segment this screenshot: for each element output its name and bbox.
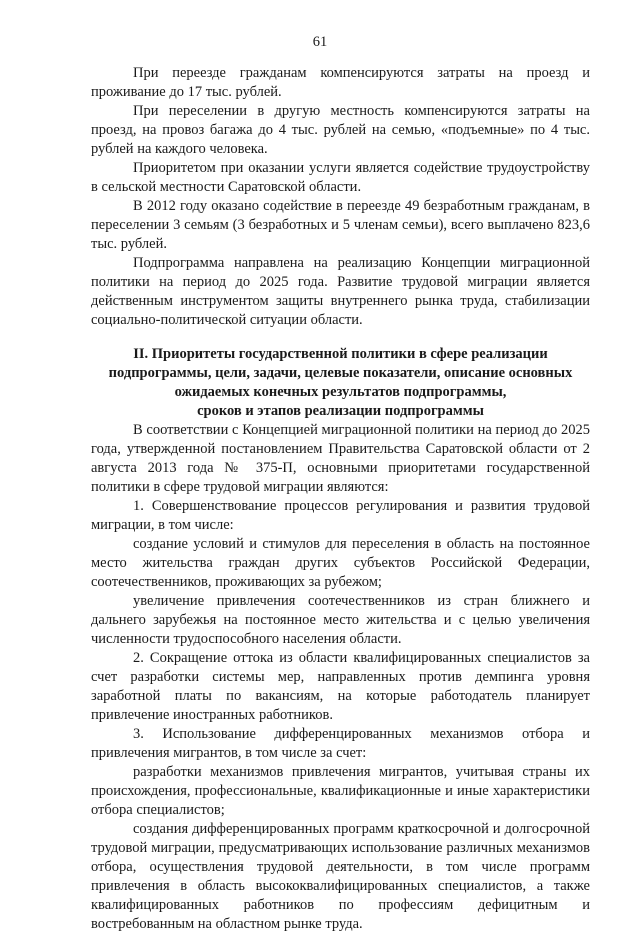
paragraph: Подпрограмма направлена на реализацию Концепции миграционной политики на период до 2025 года. Развитие трудовой миграции является действенным инструментом защиты внутреннего рынка труда, стабилизации социально-политической ситуации области. — [91, 255, 590, 328]
paragraph: 3. Использование дифференцированных механизмов отбора и привлечения мигрантов, в том числе за счет: — [91, 726, 590, 761]
section-heading-line: II. Приоритеты государственной политики в сфере реализации — [133, 346, 548, 362]
section-heading-line: ожидаемых конечных результатов подпрограммы, — [174, 384, 507, 400]
paragraph: увеличение привлечения соотечественников из стран ближнего и дальнего зарубежья на постоянное место жительства и с целью увеличения численности трудоспособного населения области. — [91, 593, 590, 647]
paragraph: 1. Совершенствование процессов регулирования и развития трудовой миграции, в том числе: — [91, 498, 590, 533]
section-heading-line: сроков и этапов реализации подпрограммы — [197, 403, 484, 419]
section-heading-line: подпрограммы, цели, задачи, целевые показатели, описание основных — [108, 365, 573, 381]
page-number: 61 — [312, 34, 328, 50]
paragraph: В 2012 году оказано содействие в переезде 49 безработным гражданам, в переселении 3 семьям (3 безработных и 5 членам семьи), всего выплачено 823,6 тыс. рублей. — [91, 198, 590, 252]
paragraph: создание условий и стимулов для переселения в область на постоянное место жительства граждан других субъектов Российской Федерации, соотечественников, проживающих за рубежом; — [91, 536, 590, 590]
paragraph: создания дифференцированных программ краткосрочной и долгосрочной трудовой миграции, предусматривающих использование различных механизмов отбора, осуществления трудовой деятельности, в том числе программ привлечения в область высококвалифицированных специалистов, а также квалифицированных работников по профессиям дефицитным и востребованным на областном рынке труда. — [91, 821, 590, 932]
paragraph: 2. Сокращение оттока из области квалифицированных специалистов за счет разработки системы мер, направленных против демпинга уровня заработной платы по вакансиям, на которые работодатель планирует привлечение иностранных работников. — [91, 650, 590, 723]
document-body — [91, 64, 590, 934]
paragraph: При переезде гражданам компенсируются затраты на проезд и проживание до 17 тыс. рублей. — [91, 65, 590, 100]
section-heading — [91, 345, 590, 421]
paragraph: Приоритетом при оказании услуги является содействие трудоустройству в сельской местности Саратовской области. — [91, 160, 590, 195]
paragraph: В соответствии с Концепцией миграционной политики на период до 2025 года, утвержденной постановлением Правительства Саратовской области от 2 августа 2013 года № 375-П, основными приоритетами государственной политики в сфере трудовой миграции являются: — [91, 422, 590, 495]
paragraph: разработки механизмов привлечения мигрантов, учитывая страны их происхождения, профессиональные, квалификационные и иные характеристики отбора специалистов; — [91, 764, 590, 818]
paragraph: При переселении в другую местность компенсируются затраты на проезд, на провоз багажа до 4 тыс. рублей на семью, «подъемные» по 4 тыс. рублей на каждого человека. — [91, 103, 590, 157]
